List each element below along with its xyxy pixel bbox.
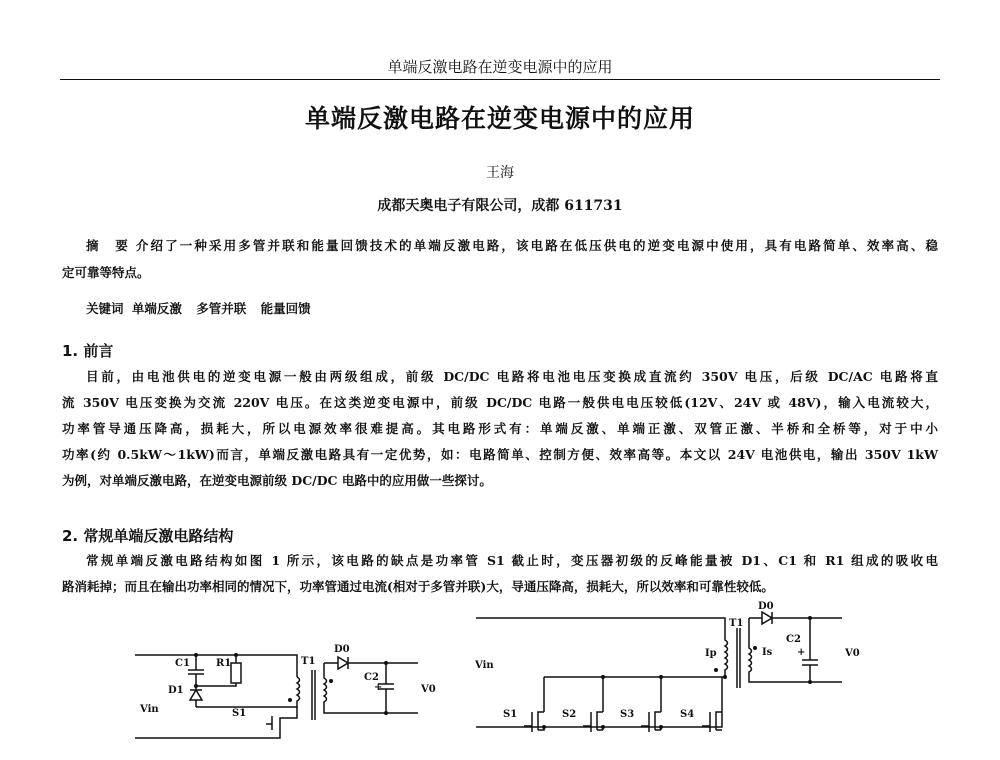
label-s4: S4 bbox=[680, 709, 695, 720]
label-vin: Vin bbox=[475, 660, 494, 671]
body-line: 路消耗掉；而且在输出功率相同的情况下，功率管通过电流(相对于多管并联)大，导通压降高，损耗大，所以效率和可靠性较低。 bbox=[62, 579, 774, 594]
label-vin: Vin bbox=[140, 704, 159, 715]
running-header: 单端反激电路在逆变电源中的应用 bbox=[387, 58, 613, 76]
author: 王海 bbox=[486, 165, 514, 181]
section-heading: 2. 常规单端反激电路结构 bbox=[62, 527, 234, 545]
label-c2: C2 bbox=[786, 634, 801, 645]
keyword: 单端反激 bbox=[131, 301, 182, 316]
body-line: 常规单端反激电路结构如图 1 所示，该电路的缺点是功率管 S1 截止时，变压器初级的反峰能量被 D1、C1 和 R1 组成的吸收电 bbox=[86, 553, 938, 568]
abstract-label: 摘 要 bbox=[86, 238, 130, 253]
label-t1: T1 bbox=[301, 656, 316, 667]
label-plus: + bbox=[797, 647, 806, 658]
section-heading: 1. 前言 bbox=[62, 342, 114, 360]
label-c1: C1 bbox=[175, 658, 190, 669]
label-s1: S1 bbox=[503, 709, 518, 720]
abstract-line: 定可靠等特点。 bbox=[62, 265, 150, 280]
label-d0: D0 bbox=[334, 644, 350, 655]
label-s3: S3 bbox=[620, 709, 635, 720]
label-t1: T1 bbox=[729, 618, 744, 629]
keyword: 多管并联 bbox=[196, 301, 247, 316]
body-line: 为例，对单端反激电路，在逆变电源前级 DC/DC 电路中的应用做一些探讨。 bbox=[62, 473, 492, 488]
paper-title: 单端反激电路在逆变电源中的应用 bbox=[304, 104, 695, 133]
abstract-line: 摘 要 介绍了一种采用多管并联和能量回馈技术的单端反激电路，该电路在低压供电的逆变电源中使用，具有电路简单、效率高、稳 bbox=[86, 238, 938, 253]
label-ip: Ip bbox=[705, 648, 717, 659]
body-line: 功率管导通压降高，损耗大，所以电源效率很难提高。其电路形式有：单端反激、单端正激、双管正激、半桥和全桥等，对于中小 bbox=[62, 421, 938, 436]
label-vo: V0 bbox=[845, 648, 860, 659]
body-line: 功率(约 0.5kW～1kW)而言，单端反激电路具有一定优势，如：电路简单、控制方便、效率高等。本文以 24V 电池供电，输出 350V 1kW bbox=[62, 447, 938, 462]
label-d0: D0 bbox=[758, 601, 774, 612]
label-is: Is bbox=[762, 647, 773, 658]
label-plus: + bbox=[374, 682, 383, 693]
keywords-label: 关键词 bbox=[86, 301, 124, 316]
body-line: 目前，由电池供电的逆变电源一般由两级组成，前级 DC/DC 电路将电池电压变换成直流约 350V 电压，后级 DC/AC 电路将直 bbox=[86, 369, 938, 384]
label-r1: R1 bbox=[216, 658, 232, 669]
label-s1: S1 bbox=[232, 708, 247, 719]
label-d1: D1 bbox=[168, 685, 184, 696]
label-s2: S2 bbox=[562, 709, 577, 720]
label-vo: V0 bbox=[421, 684, 436, 695]
affiliation: 成都天奥电子有限公司，成都 611731 bbox=[377, 198, 623, 214]
body-line: 流 350V 电压变换为交流 220V 电压。在这类逆变电源中，前级 DC/DC 电路一般供电电压较低(12V、24V 或 48V)，输入电流较大， bbox=[62, 395, 938, 410]
label-c2: C2 bbox=[364, 672, 379, 683]
keyword: 能量回馈 bbox=[260, 301, 311, 316]
